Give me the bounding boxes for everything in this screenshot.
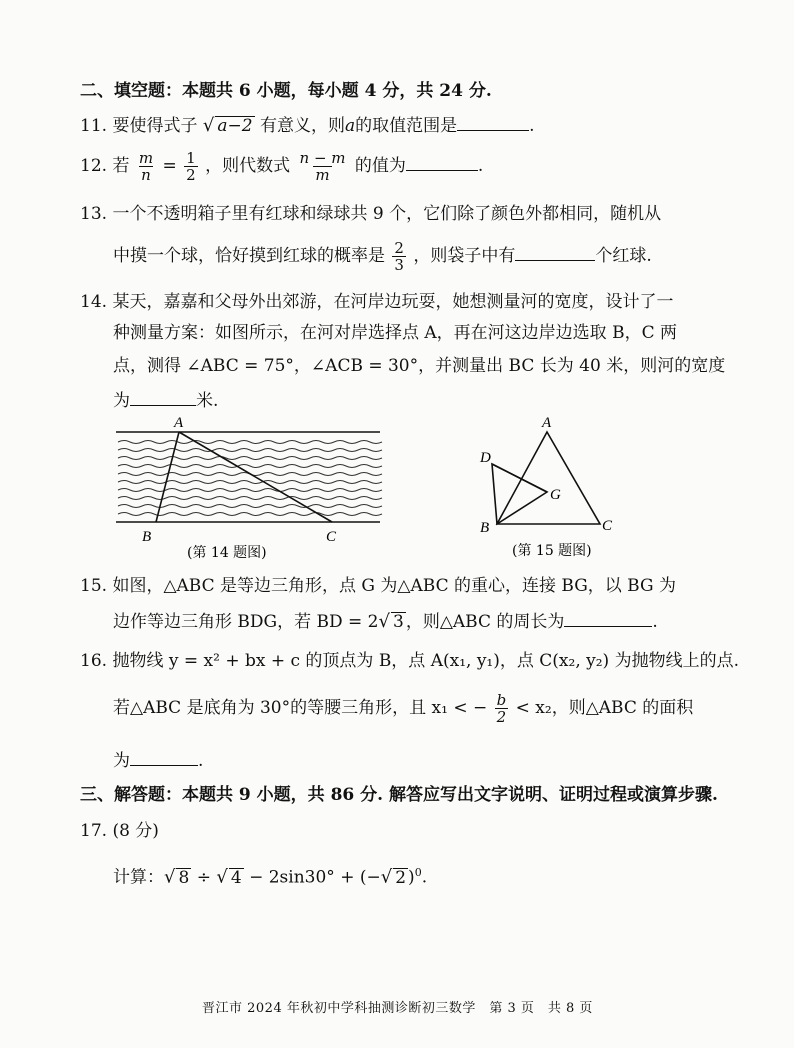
- sqrt-symbol: √: [164, 866, 176, 888]
- q17-radicand-3: 2: [395, 867, 407, 888]
- q13-fraction: [392, 240, 406, 273]
- q11-text-c: 的取值范围是: [355, 116, 458, 136]
- q17-div: ÷: [196, 867, 211, 888]
- q17-number: 17.: [80, 821, 108, 841]
- sqrt-symbol: √: [378, 611, 390, 632]
- q13-number: 13.: [80, 204, 108, 224]
- q16-number: 16.: [80, 651, 108, 671]
- q16-end: .: [198, 751, 204, 771]
- q16-line1: 抛物线 y = x² + bx + c 的顶点为 B，点 A(x₁, y₁)，点 C(x₂, y₂) 为抛物线上的点.: [112, 651, 739, 671]
- point-b-label: B: [142, 529, 152, 545]
- q17-exponent: 0: [414, 866, 422, 879]
- question-17-expression: [113, 862, 427, 889]
- q12-f3-num: n − m: [299, 149, 346, 167]
- question-15-line-2: [113, 610, 658, 633]
- q15-answer-blank[interactable]: [564, 610, 652, 627]
- q11-radicand: a−2: [217, 116, 253, 136]
- q12-eq: =: [162, 156, 177, 176]
- triangle-bdg: [492, 464, 547, 524]
- q17-end: .: [421, 867, 428, 888]
- sqrt-symbol: √: [380, 866, 393, 888]
- q13-line2-b: ，则袋子中有: [413, 246, 516, 266]
- q11-text-b: 有意义，则: [259, 116, 345, 136]
- q17-score: (8 分): [112, 821, 159, 841]
- q16-line3-a: 为: [113, 751, 130, 771]
- figure-15-caption: (第 15 题图): [512, 543, 592, 559]
- q12-f2-den: 2: [186, 166, 196, 184]
- point-a-label: A: [174, 415, 184, 431]
- q13-line2-c: 个红球.: [595, 246, 652, 266]
- question-14-line-1: [80, 291, 673, 313]
- triangle-abc: [497, 432, 600, 524]
- q12-f1-num: m: [138, 149, 154, 167]
- q12-fraction-1: [137, 150, 155, 183]
- q15-line2-b: ，则△ABC 的周长为: [405, 612, 565, 632]
- q14-line1: 某天，嘉嘉和父母外出郊游，在河岸边玩耍，她想测量河的宽度，设计了一: [112, 292, 674, 312]
- question-13-line-1: [80, 203, 661, 225]
- point-d-label: D: [480, 450, 491, 466]
- q14-line4-a: 为: [113, 391, 130, 411]
- q12-f2-num: 1: [186, 149, 196, 167]
- point-c-label: C: [326, 529, 337, 545]
- q13-f-num: 2: [394, 239, 404, 257]
- q16-answer-blank[interactable]: [130, 749, 198, 766]
- q16-line2-b: < x₂，则△ABC 的面积: [515, 698, 694, 718]
- q15-number: 15.: [80, 576, 108, 596]
- q13-answer-blank[interactable]: [515, 244, 595, 261]
- q17-radicand-1: 8: [178, 867, 190, 888]
- question-11: [80, 114, 535, 137]
- q12-f1-den: n: [141, 166, 151, 184]
- section-2-heading: 二、填空题：本题共 6 小题，每小题 4 分，共 24 分.: [80, 81, 492, 101]
- q13-f-den: 3: [394, 256, 404, 274]
- q13-line1: 一个不透明箱子里有红球和绿球共 9 个，它们除了颜色外都相同，随机从: [112, 204, 662, 224]
- q15-line1: 如图，△ABC 是等边三角形，点 G 为△ABC 的重心，连接 BG，以 BG 为: [112, 576, 676, 596]
- q12-fraction-2: [184, 150, 198, 183]
- q16-line2-a: 若△ABC 是底角为 30°的等腰三角形，且 x₁ < −: [113, 698, 488, 718]
- q11-text-a: 要使得式子: [112, 116, 198, 136]
- question-16-line-2: [113, 692, 693, 725]
- question-14-line-4: [113, 389, 218, 412]
- point-a-label: A: [542, 415, 552, 431]
- section-3-heading: 三、解答题：本题共 9 小题，共 86 分. 解答应写出文字说明、证明过程或演算步骤.: [80, 785, 718, 805]
- q14-line4-b: 米.: [196, 391, 219, 411]
- q14-line2: 种测量方案：如图所示，在河对岸选择点 A，再在河这边岸边选取 B，C 两: [113, 323, 677, 343]
- segment-dg: [492, 464, 547, 492]
- q16-f-num: b: [496, 691, 507, 709]
- question-12: [80, 150, 483, 183]
- q15-radicand: 3: [393, 612, 404, 632]
- question-16-line-1: [80, 650, 739, 672]
- q12-text-c: 的值为: [354, 156, 406, 176]
- question-13-line-2: [113, 240, 652, 273]
- point-g-label: G: [550, 487, 561, 503]
- q12-number: 12.: [80, 156, 108, 176]
- q14-line3: 点，测得 ∠ABC = 75°，∠ACB = 30°，并测量出 BC 长为 40 米，则河的宽度: [113, 356, 726, 376]
- question-16-line-3: [113, 749, 203, 772]
- q14-number: 14.: [80, 292, 108, 312]
- q12-end: .: [477, 156, 484, 176]
- segment-ab: [156, 432, 179, 522]
- q11-number: 11.: [80, 116, 108, 136]
- figure-14-caption: (第 14 题图): [187, 545, 267, 561]
- q17-tail: ): [408, 867, 415, 888]
- q15-line2-a: 边作等边三角形 BDG，若 BD = 2: [113, 612, 379, 632]
- q12-answer-blank[interactable]: [406, 154, 478, 171]
- q13-line2-a: 中摸一个球，恰好摸到红球的概率是: [113, 246, 385, 266]
- river-waves: [118, 441, 382, 516]
- q17-label: 计算：: [113, 867, 164, 888]
- q16-fraction: [495, 692, 509, 725]
- figure-15-triangle-diagram: [470, 412, 630, 562]
- point-b-label: B: [480, 520, 490, 536]
- q14-answer-blank[interactable]: [130, 389, 196, 406]
- q11-answer-blank[interactable]: [457, 114, 529, 131]
- q12-fraction-3: [298, 150, 348, 183]
- q12-text-b: ，则代数式: [205, 156, 291, 176]
- sqrt-symbol: √: [202, 115, 215, 136]
- sqrt-symbol: √: [216, 866, 228, 888]
- q12-text-a: 若: [112, 156, 130, 176]
- segment-ac: [179, 432, 332, 522]
- question-15-line-1: [80, 575, 676, 597]
- q17-radicand-2: 4: [230, 867, 242, 888]
- q16-f-den: 2: [496, 708, 507, 726]
- point-c-label: C: [602, 518, 613, 534]
- q12-f3-den: m: [315, 166, 330, 184]
- q15-end: .: [652, 612, 658, 632]
- question-17-header: [80, 820, 159, 842]
- q17-mid: − 2sin30° + (−: [249, 867, 381, 888]
- q11-end: .: [529, 116, 535, 136]
- figure-14-river-diagram: [110, 412, 390, 562]
- q11-var: a: [344, 116, 356, 136]
- page-footer: 晋江市 2024 年秋初中学科抽测诊断初三数学 第 3 页 共 8 页: [202, 1001, 593, 1016]
